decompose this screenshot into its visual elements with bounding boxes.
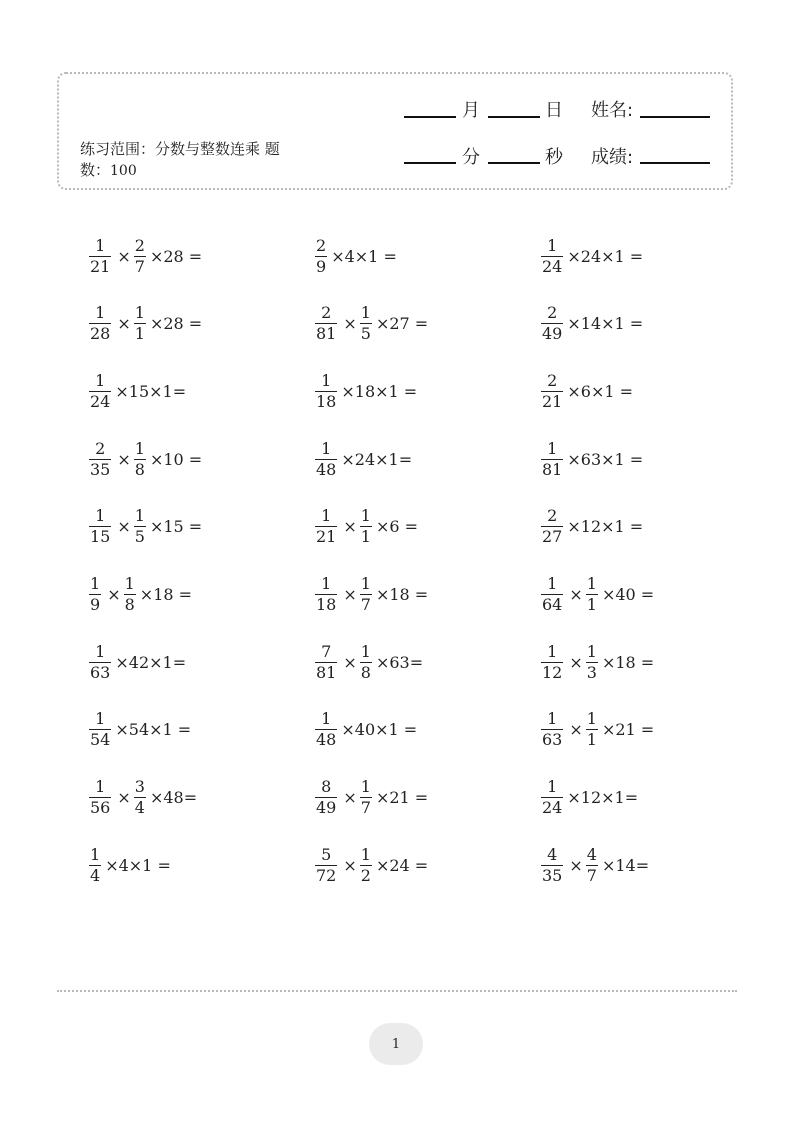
fraction-numerator: 1	[586, 574, 597, 593]
problem-item	[89, 638, 186, 686]
fraction-denominator: 2	[360, 865, 371, 885]
fraction-numerator: 1	[586, 709, 597, 729]
fraction-denominator: 24	[542, 798, 563, 818]
times-sign: ×	[343, 314, 357, 334]
problem-item	[89, 435, 202, 483]
problem-item	[541, 300, 643, 348]
problem-item	[315, 774, 428, 822]
fraction-denominator: 1	[586, 595, 597, 614]
day-blank[interactable]	[488, 116, 540, 118]
fraction-numerator: 1	[547, 574, 558, 593]
fraction-numerator: 1	[321, 438, 332, 458]
month-label: 月	[462, 100, 480, 121]
fraction-numerator: 1	[360, 506, 371, 526]
expression-remainder: ×14=	[601, 855, 650, 875]
fraction-numerator: 1	[95, 235, 106, 255]
fraction-denominator: 18	[316, 391, 337, 411]
problem-item	[541, 367, 633, 415]
fraction	[89, 507, 111, 546]
expression-remainder: ×14×1 =	[567, 314, 644, 334]
expression-remainder: ×4×1 =	[331, 246, 397, 266]
fraction-denominator: 24	[542, 256, 563, 276]
fraction-denominator: 54	[90, 730, 111, 750]
fraction	[315, 710, 337, 749]
fraction-numerator: 1	[134, 303, 145, 323]
fraction-numerator: 1	[360, 574, 371, 593]
fraction	[315, 643, 337, 682]
fraction-numerator: 4	[547, 844, 558, 864]
name-blank[interactable]	[640, 116, 710, 118]
problem-item	[89, 232, 202, 280]
expression-remainder: ×48=	[149, 788, 198, 808]
fraction-denominator: 5	[360, 324, 371, 344]
fraction	[586, 846, 598, 885]
expression-remainder: ×6×1 =	[567, 381, 634, 401]
fraction	[89, 304, 111, 343]
expression-remainder: ×63×1 =	[567, 449, 644, 469]
fraction	[541, 778, 563, 817]
fraction-numerator: 1	[360, 641, 371, 661]
fraction-numerator: 1	[90, 574, 101, 593]
problem-item	[89, 503, 202, 551]
expression-remainder: ×4×1 =	[105, 855, 171, 875]
fraction-denominator: 1	[360, 527, 371, 547]
expression-remainder: ×24 =	[375, 855, 429, 875]
fraction	[89, 372, 111, 411]
fraction-numerator: 1	[586, 641, 597, 661]
fraction	[315, 507, 337, 546]
expression-remainder: ×12×1=	[567, 788, 639, 808]
fraction-denominator: 81	[316, 662, 337, 682]
fraction-numerator: 1	[547, 709, 558, 729]
fraction	[360, 507, 372, 546]
fraction-numerator: 1	[321, 574, 332, 593]
times-sign: ×	[343, 585, 357, 604]
expression-remainder: ×27 =	[375, 314, 429, 334]
expression-remainder: ×24×1=	[341, 449, 413, 469]
expression-remainder: ×63=	[375, 652, 424, 672]
fraction-denominator: 7	[360, 798, 371, 818]
fraction-numerator: 2	[316, 235, 327, 255]
fraction-denominator: 81	[542, 459, 563, 479]
fraction-denominator: 27	[542, 527, 563, 547]
question-count-value: 100	[110, 163, 137, 179]
fraction-numerator: 1	[321, 370, 332, 390]
fraction-numerator: 1	[95, 303, 106, 323]
fraction	[315, 778, 337, 817]
fraction	[541, 575, 563, 614]
fraction-numerator: 1	[321, 506, 332, 526]
problem-item	[541, 232, 643, 280]
fraction-numerator: 1	[547, 641, 558, 661]
expression-remainder: ×15×1=	[115, 381, 187, 401]
fraction-denominator: 21	[542, 391, 563, 411]
fraction-denominator: 7	[360, 595, 371, 614]
problem-item	[541, 638, 654, 686]
fraction-denominator: 1	[134, 324, 145, 344]
expression-remainder: ×18 =	[375, 585, 429, 604]
fraction-denominator: 21	[316, 527, 337, 547]
times-sign: ×	[117, 449, 131, 469]
score-blank[interactable]	[640, 162, 710, 164]
score-label: 成绩:	[591, 147, 634, 168]
fraction	[360, 778, 372, 817]
problem-item	[315, 300, 428, 348]
problem-item	[89, 841, 171, 889]
expression-remainder: ×12×1 =	[567, 517, 644, 537]
fraction-denominator: 35	[90, 459, 111, 479]
times-sign: ×	[117, 788, 131, 808]
fraction	[541, 846, 563, 885]
fraction	[360, 846, 372, 885]
fraction-denominator: 24	[90, 391, 111, 411]
fraction-denominator: 1	[586, 730, 597, 750]
name-label: 姓名:	[591, 100, 634, 121]
fraction	[541, 710, 563, 749]
fraction	[360, 575, 372, 614]
fraction	[360, 304, 372, 343]
problem-item	[315, 503, 418, 551]
fraction	[134, 778, 146, 817]
fraction-denominator: 7	[134, 256, 145, 276]
fraction	[586, 710, 598, 749]
page-number: 1	[369, 1023, 423, 1065]
fraction-numerator: 4	[586, 844, 597, 864]
fraction-denominator: 7	[586, 865, 597, 885]
problem-item	[89, 300, 202, 348]
fraction-numerator: 1	[95, 641, 106, 661]
times-sign: ×	[107, 585, 121, 604]
fraction-numerator: 1	[547, 438, 558, 458]
fraction-numerator: 8	[321, 777, 332, 797]
fraction	[315, 575, 337, 614]
problem-item	[541, 774, 638, 822]
fraction-numerator: 2	[547, 303, 558, 323]
fraction-denominator: 48	[316, 730, 337, 750]
expression-remainder: ×18 =	[139, 585, 193, 604]
fraction-numerator: 1	[547, 777, 558, 797]
problem-item	[315, 232, 397, 280]
fraction-denominator: 48	[316, 459, 337, 479]
question-count-label: 数：	[80, 161, 111, 179]
fraction-numerator: 1	[90, 844, 101, 864]
fraction-denominator: 63	[90, 662, 111, 682]
fraction	[541, 643, 563, 682]
fraction	[89, 710, 111, 749]
fraction-numerator: 2	[547, 506, 558, 526]
fraction	[541, 304, 563, 343]
fraction-numerator: 1	[547, 235, 558, 255]
month-blank[interactable]	[404, 116, 456, 118]
second-blank[interactable]	[488, 162, 540, 164]
fraction-numerator: 2	[95, 438, 106, 458]
fraction	[315, 440, 337, 479]
fraction-denominator: 18	[316, 595, 337, 614]
fraction	[541, 372, 563, 411]
fraction-denominator: 8	[360, 662, 371, 682]
fraction-numerator: 1	[360, 844, 371, 864]
fraction-denominator: 8	[124, 595, 135, 614]
fraction	[134, 440, 146, 479]
fraction	[360, 643, 372, 682]
fraction	[89, 440, 111, 479]
fraction-denominator: 5	[134, 527, 145, 547]
expression-remainder: ×21 =	[601, 720, 655, 740]
expression-remainder: ×28 =	[149, 246, 203, 266]
problem-item	[541, 706, 654, 754]
fraction-denominator: 49	[316, 798, 337, 818]
minute-label: 分	[462, 147, 480, 168]
fraction-denominator: 63	[542, 730, 563, 750]
expression-remainder: ×24×1 =	[567, 246, 644, 266]
fraction-numerator: 1	[124, 574, 135, 593]
fraction-numerator: 1	[95, 506, 106, 526]
minute-blank[interactable]	[404, 162, 456, 164]
fraction	[89, 237, 111, 276]
times-sign: ×	[117, 246, 131, 266]
fraction-denominator: 72	[316, 865, 337, 885]
expression-remainder: ×28 =	[149, 314, 203, 334]
problem-item	[315, 706, 417, 754]
expression-remainder: ×18 =	[601, 652, 655, 672]
fraction-numerator: 5	[321, 844, 332, 864]
fraction	[134, 304, 146, 343]
fraction	[89, 643, 111, 682]
problem-item	[315, 367, 417, 415]
expression-remainder: ×15 =	[149, 517, 203, 537]
times-sign: ×	[343, 855, 357, 875]
fraction-denominator: 4	[134, 798, 145, 818]
expression-remainder: ×18×1 =	[341, 381, 418, 401]
problem-item	[541, 571, 654, 619]
problem-item	[315, 571, 428, 619]
fraction-denominator: 12	[542, 662, 563, 682]
fraction	[315, 237, 327, 276]
problem-item	[541, 503, 643, 551]
practice-scope-text	[80, 139, 320, 182]
times-sign: ×	[117, 517, 131, 537]
expression-remainder: ×40×1 =	[341, 720, 418, 740]
problem-item	[89, 706, 191, 754]
fraction-denominator: 4	[90, 865, 101, 885]
scope-label: 练习范围：分数与整数连乘 题	[80, 140, 280, 158]
fraction	[315, 372, 337, 411]
fraction	[89, 778, 111, 817]
fraction	[134, 507, 146, 546]
fraction-denominator: 49	[542, 324, 563, 344]
fraction-numerator: 1	[95, 709, 106, 729]
problem-item	[315, 841, 428, 889]
fraction	[315, 304, 337, 343]
fraction-numerator: 2	[134, 235, 145, 255]
fraction-numerator: 2	[547, 370, 558, 390]
problem-item	[315, 638, 423, 686]
problem-item	[541, 435, 643, 483]
times-sign: ×	[117, 314, 131, 334]
fraction	[586, 575, 598, 614]
fraction-denominator: 3	[586, 662, 597, 682]
fraction-denominator: 9	[90, 595, 101, 614]
fraction-numerator: 1	[134, 506, 145, 526]
fraction	[541, 237, 563, 276]
times-sign: ×	[343, 517, 357, 537]
fraction-numerator: 1	[95, 777, 106, 797]
fraction	[315, 846, 337, 885]
fraction-denominator: 28	[90, 324, 111, 344]
expression-remainder: ×54×1 =	[115, 720, 192, 740]
problem-item	[315, 435, 412, 483]
fraction-numerator: 3	[134, 777, 145, 797]
fraction	[89, 575, 101, 614]
fraction	[586, 643, 598, 682]
fraction-denominator: 64	[542, 595, 563, 614]
expression-remainder: ×6 =	[375, 517, 419, 537]
problem-item	[89, 571, 192, 619]
problem-item	[89, 367, 186, 415]
expression-remainder: ×42×1=	[115, 652, 187, 672]
fraction	[541, 507, 563, 546]
day-label: 日	[545, 100, 563, 121]
fraction-denominator: 8	[134, 459, 145, 479]
times-sign: ×	[569, 855, 583, 875]
fraction-denominator: 56	[90, 798, 111, 818]
fraction-denominator: 9	[316, 256, 327, 276]
times-sign: ×	[343, 788, 357, 808]
expression-remainder: ×21 =	[375, 788, 429, 808]
fraction-denominator: 35	[542, 865, 563, 885]
fraction-denominator: 21	[90, 256, 111, 276]
fraction-numerator: 1	[360, 303, 371, 323]
times-sign: ×	[569, 720, 583, 740]
problem-item	[541, 841, 649, 889]
times-sign: ×	[569, 652, 583, 672]
expression-remainder: ×40 =	[601, 585, 655, 604]
fraction-numerator: 7	[321, 641, 332, 661]
fraction-denominator: 15	[90, 527, 111, 547]
fraction-numerator: 1	[321, 709, 332, 729]
fraction	[89, 846, 101, 885]
fraction	[541, 440, 563, 479]
fraction-denominator: 81	[316, 324, 337, 344]
fraction-numerator: 1	[95, 370, 106, 390]
footer-divider	[57, 990, 737, 992]
second-label: 秒	[545, 147, 563, 168]
fraction-numerator: 1	[360, 777, 371, 797]
expression-remainder: ×10 =	[149, 449, 203, 469]
fraction-numerator: 2	[321, 303, 332, 323]
fraction	[124, 575, 136, 614]
problem-item	[89, 774, 197, 822]
times-sign: ×	[569, 585, 583, 604]
fraction	[134, 237, 146, 276]
fraction-numerator: 1	[134, 438, 145, 458]
times-sign: ×	[343, 652, 357, 672]
